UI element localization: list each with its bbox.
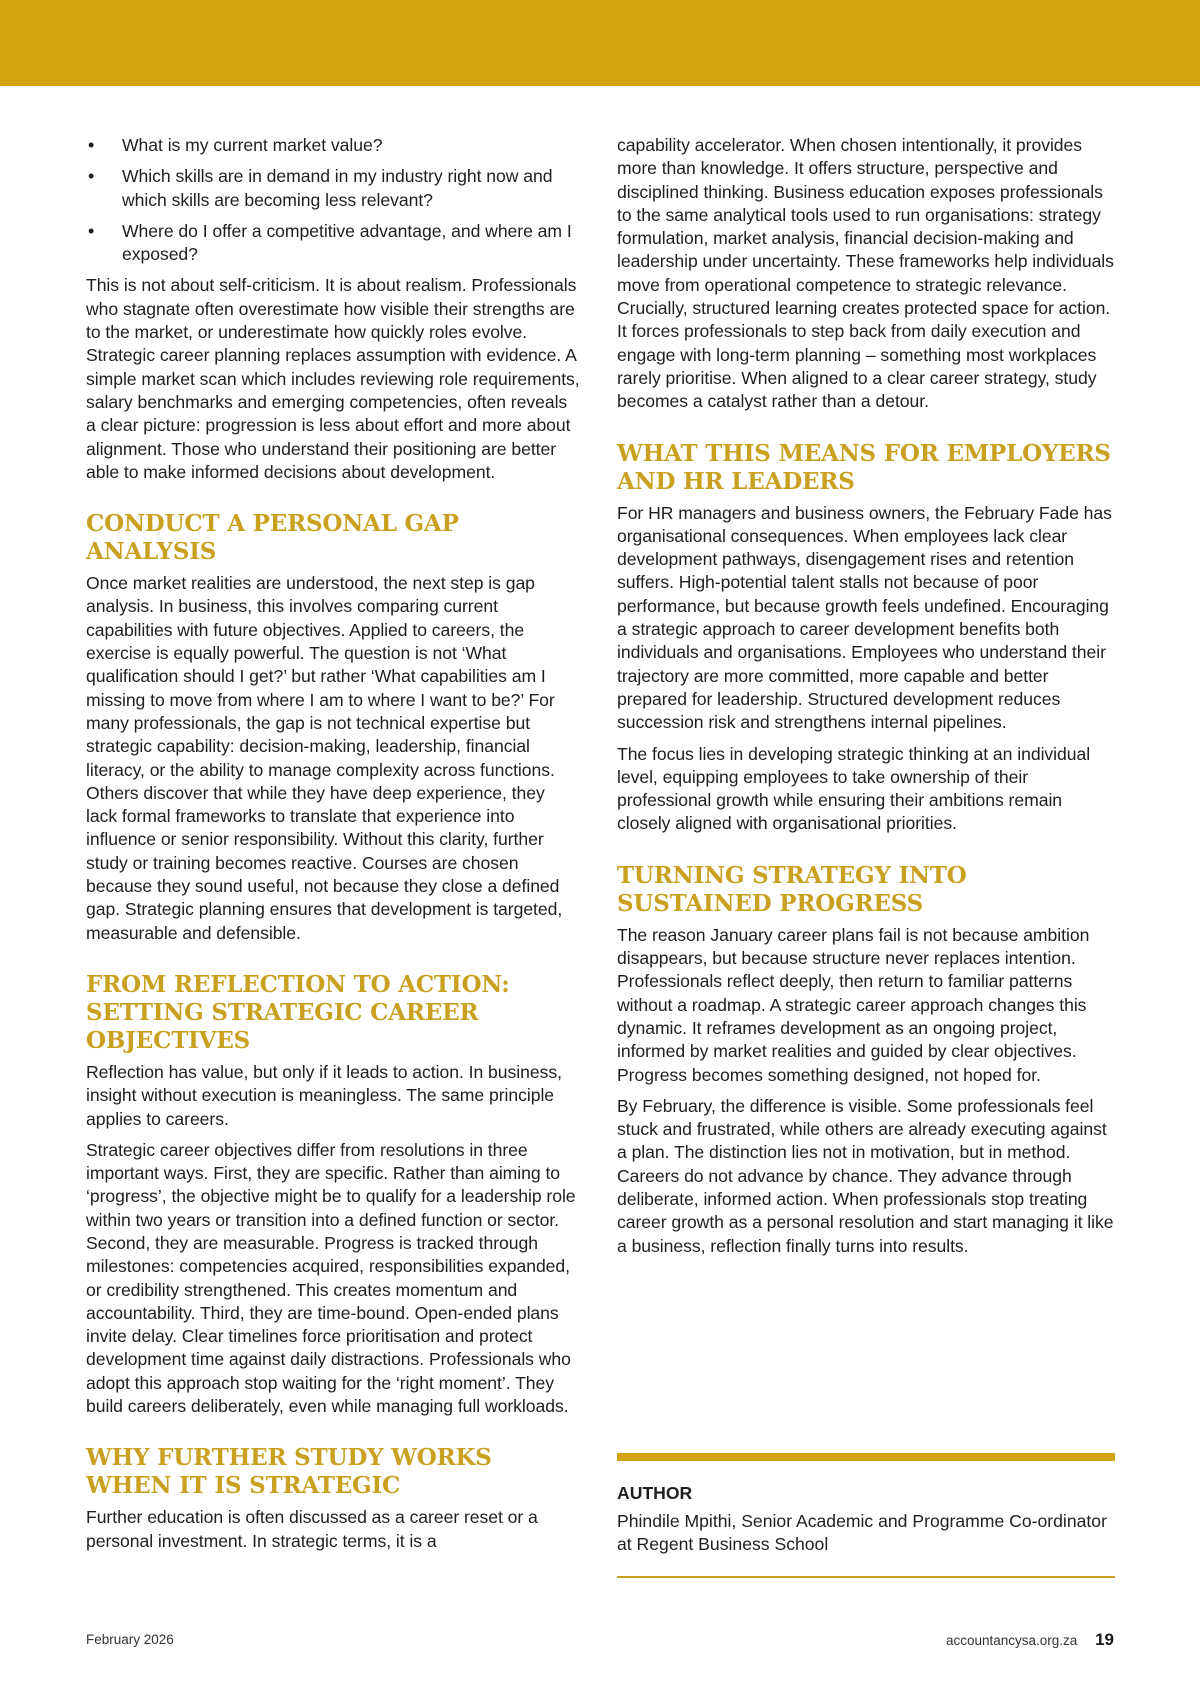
paragraph-study-continued: capability accelerator. When chosen intentionally, it provides more than knowledge. It offers structure, perspective and disciplined thinking. Business education exposes professionals to the same analytical tools used to run organisations: strategy formulation, market analysis, financial decision-making and leadership under uncertainty. These frameworks help individuals move from operational competence to strategic relevance. Crucially, structured learning creates protected space for action. It forces professionals to step back from daily execution and engage with long-term planning – something most workplaces rarely prioritise. When aligned to a clear career strategy, study becomes a catalyst rather than a detour. xyxy=(617,135,1114,412)
paragraph-turning-1: The reason January career plans fail is not because ambition disappears, but because structure never replaces intention. Professionals reflect deeply, then return to familiar patterns without a roadmap. A strategic career approach changes this dynamic. It reframes development as an ongoing project, informed by market realities and guided by clear objectives. Progress becomes something designed, not hoped for. xyxy=(617,924,1090,1085)
paragraph-gap-analysis: Once market realities are understood, the next step is gap analysis. In business, this involves comparing current capabilities with future objectives. Applied to careers, the exercise is equally powerful. The question is not ‘What qualification should I get?’ but rather ‘What capabilities am I missing to move from where I am to where I want to be?’ For many professionals, the gap is not technical expertise but strategic capability: decision-making, leadership, financial literacy, or the ability to manage complexity across functions. Others discover that while they have deep experience, they lack formal frameworks to translate that experience into influence or senior responsibility. Without this clarity, further study or training becomes reactive. Courses are chosen because they sound useful, not because they close a defined gap. Strategic planning ensures that development is targeted, measurable and defensible. xyxy=(86,573,563,943)
footer-right xyxy=(946,1630,1114,1650)
list-item: • Where do I offer a competitive advantage, and where am I exposed? xyxy=(86,220,580,267)
footer-site-link[interactable]: accountancysa.org.za xyxy=(945,1633,1078,1648)
paragraph-employers-2: The focus lies in developing strategic thinking at an individual level, equipping employees to take ownership of their professional growth while ensuring their ambitions remain closely aligned with organisational priorities. xyxy=(617,743,1091,834)
footer-date: February 2026 xyxy=(86,1632,174,1647)
right-column xyxy=(617,134,1117,1266)
heading-further-study: WHY FURTHER STUDY WORKS WHEN IT IS STRATEGIC xyxy=(86,1444,492,1500)
top-accent-band xyxy=(0,0,1200,86)
heading-sustained-progress: TURNING STRATEGY INTO SUSTAINED PROGRESS xyxy=(617,861,967,917)
paragraph-reflection-2: Strategic career objectives differ from resolutions in three important ways. First, they are specific. Rather than aiming to ‘progress’, the objective might be to qualify for a leadership role within two years or transition into a defined function or sector. Second, they are measurable. Progress is tracked through milestones: competencies acquired, responsibilities expanded, or credibility strengthened. This creates momentum and accountability. Third, they are time-bound. Open-ended plans invite delay. Clear timelines force prioritisation and protect development time against daily distractions. Professionals who adopt this approach stop waiting for the ‘right moment’. They build careers deliberately, even while managing full workloads. xyxy=(86,1139,576,1417)
paragraph-reflection-1: Reflection has value, but only if it leads to action. In business, insight without execution is meaningless. The same principle applies to careers. xyxy=(86,1061,562,1129)
question-list xyxy=(86,134,580,266)
heading-employers-hr: WHAT THIS MEANS FOR EMPLOYERS AND HR LEADERS xyxy=(617,439,1111,495)
heading-gap-analysis: CONDUCT A PERSONAL GAP ANALYSIS xyxy=(86,510,459,566)
paragraph-further-study: Further education is often discussed as a career reset or a personal investment. In strategic terms, it is a xyxy=(86,1507,538,1551)
author-box xyxy=(617,1453,1115,1578)
author-heading: AUTHOR xyxy=(617,1483,693,1503)
heading-reflection-to-action: FROM REFLECTION TO ACTION: SETTING STRATEGIC CAREER OBJECTIVES xyxy=(86,970,510,1054)
list-item: • What is my current market value? xyxy=(86,134,580,157)
paragraph-turning-2: By February, the difference is visible. Some professionals feel stuck and frustrated, while others are already executing against a plan. The distinction lies not in motivation, but in method. Careers do not advance by chance. They advance through deliberate, informed action. When professionals stop treating career growth as a personal resolution and start managing it like a business, reflection finally turns into results. xyxy=(617,1095,1114,1256)
list-item: • Which skills are in demand in my industry right now and which skills are becoming less relevant? xyxy=(86,165,580,212)
paragraph-realism: This is not about self-criticism. It is about realism. Professionals who stagnate often overestimate how visible their strengths are to the market, or underestimate how quickly roles evolve. Strategic career planning replaces assumption with evidence. A simple market scan which includes reviewing role requirements, salary benchmarks and emerging competencies, often reveals a clear picture: progression is less about effort and more about alignment. Those who understand their positioning are better able to make informed decisions about development. xyxy=(86,275,580,482)
page-number: 19 xyxy=(1095,1630,1114,1649)
author-text: Phindile Mpithi, Senior Academic and Programme Co-ordinator at Regent Business School xyxy=(617,1511,1107,1554)
left-column xyxy=(86,134,580,1561)
paragraph-employers-1: For HR managers and business owners, the February Fade has organisational consequences. When employees lack clear development pathways, disengagement rises and retention suffers. High-potential talent stalls not because of poor performance, but because growth feels undefined. Encouraging a strategic approach to career development benefits both individuals and organisations. Employees who understand their trajectory are more committed, more capable and better prepared for leadership. Structured development reduces succession risk and strengthens internal pipelines. xyxy=(617,502,1112,733)
